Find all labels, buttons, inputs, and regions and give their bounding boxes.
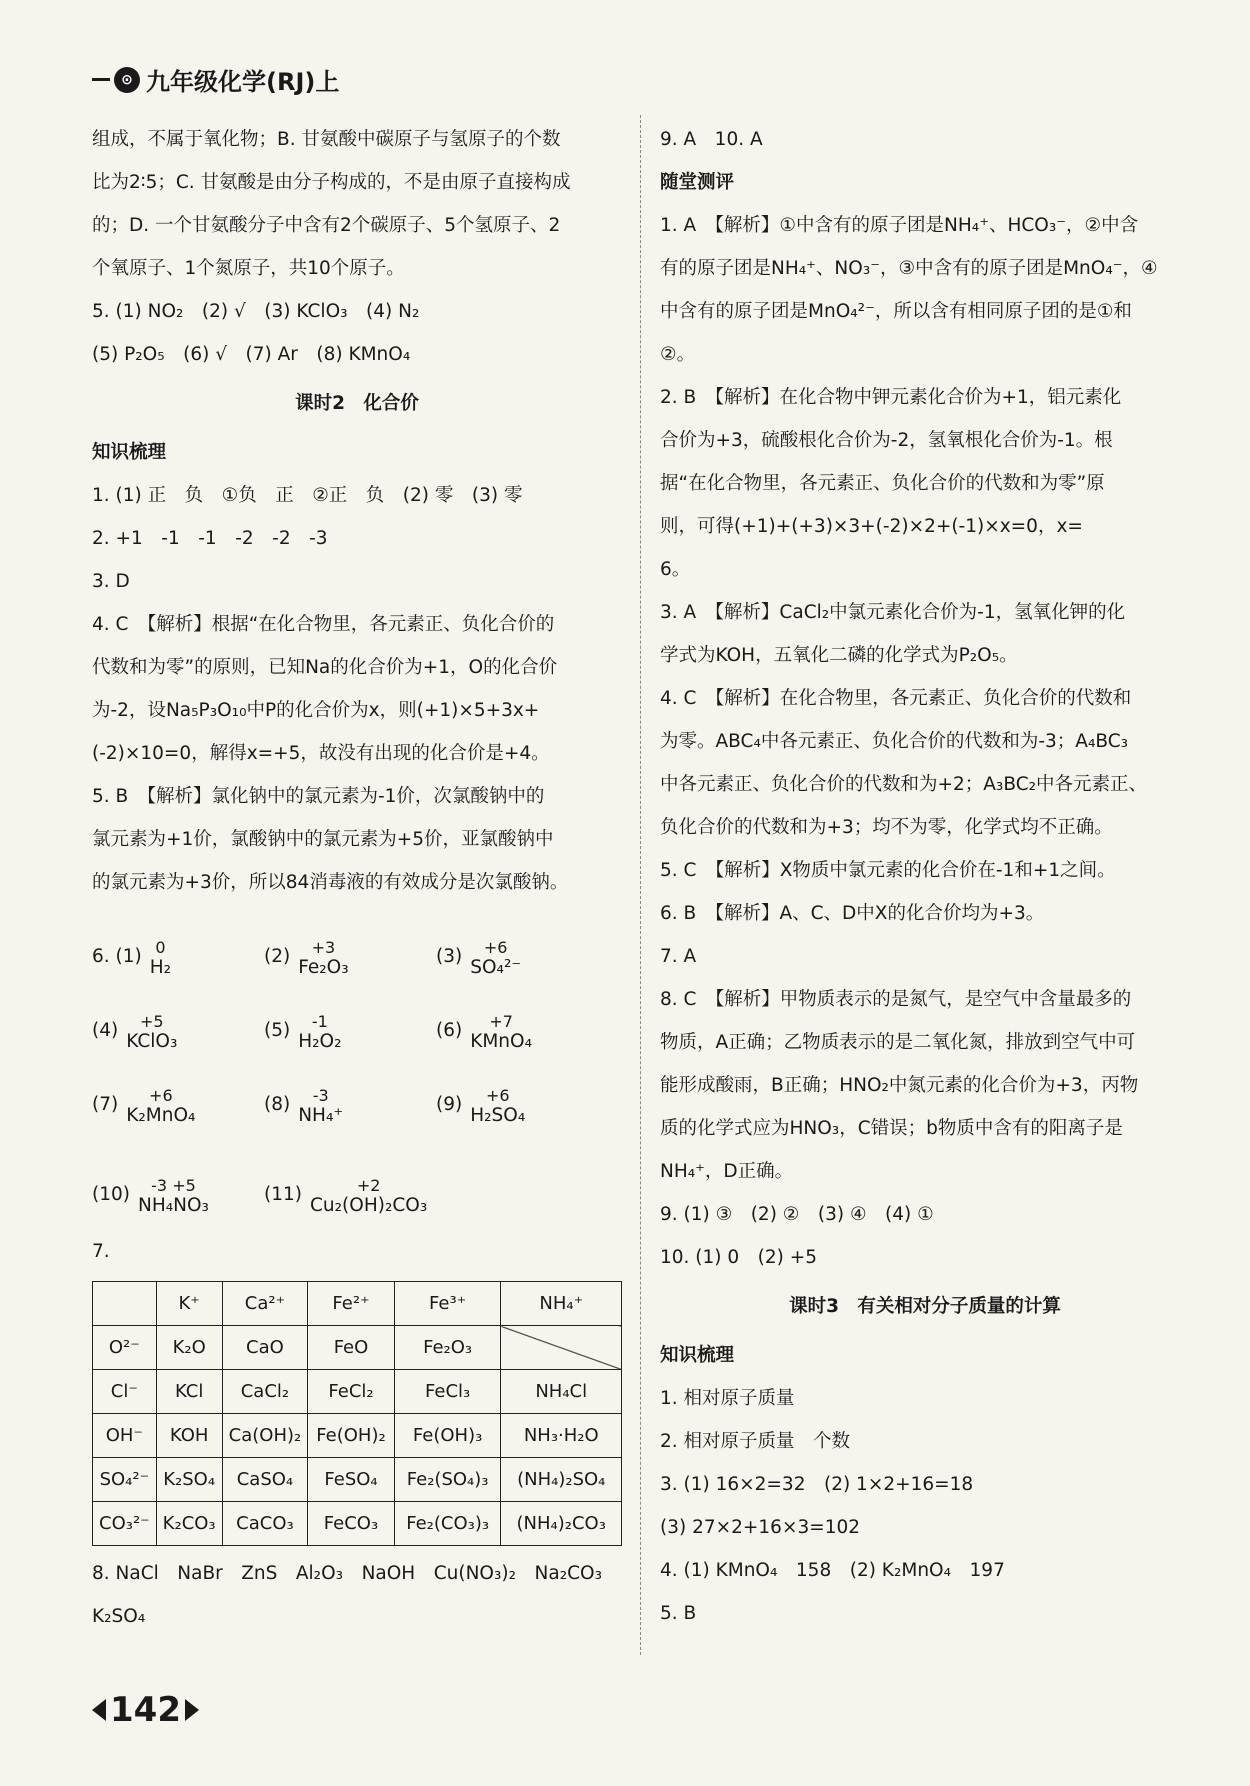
valence-item: (9) +6 H₂SO₄ (436, 1086, 526, 1126)
text-line: 为零。ABC₄中各元素正、负化合价的代数和为-3；A₄BC₃ (660, 731, 1129, 752)
answer-3-line1: 3. (1) 16×2=32 (2) 1×2+16=18 (660, 1474, 974, 1495)
text-line: ②。 (660, 344, 696, 365)
table-cell: K₂SO₄ (156, 1458, 222, 1502)
table-cell: FeCl₃ (394, 1370, 501, 1414)
text-line: (-2)×10=0，解得x=+5，故没有出现的化合价是+4。 (92, 743, 550, 764)
table-cell (501, 1326, 622, 1370)
text-line: 比为2∶5；C. 甘氨酸是由分子构成的，不是由原子直接构成 (92, 172, 571, 193)
text-line: 3. A 【解析】CaCl₂中氯元素化合价为-1，氢氧化钾的化 (660, 602, 1126, 623)
table-cell: Fe²⁺ (308, 1282, 395, 1326)
text-line: 代数和为零”的原则，已知Na的化合价为+1，O的化合价 (92, 657, 558, 678)
table-cell: KCl (156, 1370, 222, 1414)
left-column (92, 118, 622, 1638)
text-line: 4. C 【解析】根据“在化合物里，各元素正、负化合价的 (92, 614, 555, 635)
text-line: 1. A 【解析】①中含有的原子团是NH₄⁺、HCO₃⁻，②中含 (660, 215, 1139, 236)
valence-row (92, 1126, 622, 1216)
answer-5-line1: 5. (1) NO₂ (2) √ (3) KClO₃ (4) N₂ (92, 301, 420, 322)
answer-1: 1. 相对原子质量 (660, 1388, 795, 1409)
answer-8-line2: K₂SO₄ (92, 1606, 146, 1627)
table-cell: Fe₂O₃ (394, 1326, 501, 1370)
valence-item: (5) -1 H₂O₂ (264, 1012, 342, 1052)
valence-row (92, 904, 622, 978)
table-cell: Fe(OH)₂ (308, 1414, 395, 1458)
table-cell: Cl⁻ (93, 1370, 157, 1414)
answer-9-10: 9. A 10. A (660, 129, 763, 150)
text-line: 能形成酸雨，B正确；HNO₂中氮元素的化合价为+3，丙物 (660, 1075, 1139, 1096)
valence-item: 6. (1) 0 H₂ (92, 938, 172, 978)
text-line: 6。 (660, 559, 691, 580)
answer-2: 2. +1 -1 -1 -2 -2 -3 (92, 528, 328, 549)
text-line: 8. C 【解析】甲物质表示的是氮气，是空气中含量最多的 (660, 989, 1132, 1010)
text-line: 组成，不属于氧化物；B. 甘氨酸中碳原子与氢原子的个数 (92, 129, 561, 150)
valence-item: (6) +7 KMnO₄ (436, 1012, 533, 1052)
table-cell: SO₄²⁻ (93, 1458, 157, 1502)
answer-4: 4. (1) KMnO₄ 158 (2) K₂MnO₄ 197 (660, 1560, 1005, 1581)
table-cell: CaSO₄ (222, 1458, 308, 1502)
answer-5: 5. C 【解析】X物质中氯元素的化合价在-1和+1之间。 (660, 860, 1116, 881)
ion-compound-table (92, 1281, 622, 1546)
text-line: 据“在化合物里，各元素正、负化合价的代数和为零”原 (660, 473, 1105, 494)
text-line: 中各元素正、负化合价的代数和为+2；A₃BC₂中各元素正、 (660, 774, 1148, 795)
valence-row (92, 1052, 622, 1126)
column-divider (640, 115, 641, 1655)
text-line: 4. C 【解析】在化合物里，各元素正、负化合价的代数和 (660, 688, 1132, 709)
table-cell: Fe(OH)₃ (394, 1414, 501, 1458)
answer-9: 9. (1) ③ (2) ② (3) ④ (4) ① (660, 1204, 934, 1225)
valence-item: (2) +3 Fe₂O₃ (264, 938, 349, 978)
table-cell: CO₃²⁻ (93, 1502, 157, 1546)
page-number-badge (92, 1690, 199, 1730)
table-cell (93, 1282, 157, 1326)
section-title-lesson2: 课时2 化合价 (295, 393, 419, 414)
answer-3-line2: (3) 27×2+16×3=102 (660, 1517, 861, 1538)
answer-5-line2: (5) P₂O₅ (6) √ (7) Ar (8) KMnO₄ (92, 344, 411, 365)
table-row (93, 1458, 622, 1502)
table-row (93, 1326, 622, 1370)
text-line: 2. B 【解析】在化合物中钾元素化合价为+1，铝元素化 (660, 387, 1122, 408)
table-cell: Ca²⁺ (222, 1282, 308, 1326)
table-cell: FeCO₃ (308, 1502, 395, 1546)
text-line: 个氧原子、1个氮原子，共10个原子。 (92, 258, 405, 279)
text-line: 氯元素为+1价，氯酸钠中的氯元素为+5价，亚氯酸钠中 (92, 829, 554, 850)
answer-2: 2. 相对原子质量 个数 (660, 1431, 851, 1452)
table-cell: CaCl₂ (222, 1370, 308, 1414)
page-header (92, 62, 339, 97)
section-title-lesson3: 课时3 有关相对分子质量的计算 (789, 1296, 1061, 1317)
page-number: 142 (110, 1690, 181, 1730)
text-line: 负化合价的代数和为+3；均不为零，化学式均不正确。 (660, 817, 1113, 838)
table-cell: (NH₄)₂SO₄ (501, 1458, 622, 1502)
table-row (93, 1370, 622, 1414)
answer-7: 7. A (660, 946, 697, 967)
table-cell: KOH (156, 1414, 222, 1458)
answer-8-line1: 8. NaCl NaBr ZnS Al₂O₃ NaOH Cu(NO₃)₂ Na₂CO₃ (92, 1563, 603, 1584)
table-row (93, 1282, 622, 1326)
table-row (93, 1414, 622, 1458)
book-logo-icon: ⊙ (114, 67, 140, 93)
text-line: 5. B 【解析】氯化钠中的氯元素为-1价，次氯酸钠中的 (92, 786, 545, 807)
valence-row (92, 978, 622, 1052)
subsection-title: 随堂测评 (660, 172, 735, 193)
left-arrow-icon (92, 1699, 106, 1721)
table-cell: FeO (308, 1326, 395, 1370)
table-cell: (NH₄)₂CO₃ (501, 1502, 622, 1546)
table-cell: K₂O (156, 1326, 222, 1370)
text-line: 则，可得(+1)+(+3)×3+(-2)×2+(-1)×x=0，x= (660, 516, 1083, 537)
table-cell: CaCO₃ (222, 1502, 308, 1546)
answer-1: 1. (1) 正 负 ①负 正 ②正 负 (2) 零 (3) 零 (92, 485, 523, 506)
text-line: 质的化学式应为HNO₃，C错误；b物质中含有的阳离子是 (660, 1118, 1123, 1139)
table-cell: O²⁻ (93, 1326, 157, 1370)
valence-item: (3) +6 SO₄²⁻ (436, 938, 522, 978)
table-cell: NH₄⁺ (501, 1282, 622, 1326)
answer-6: 6. B 【解析】A、C、D中X的化合价均为+3。 (660, 903, 1045, 924)
table-cell: NH₃·H₂O (501, 1414, 622, 1458)
valence-item: (11) +2 Cu₂(OH)₂CO₃ (264, 1176, 428, 1216)
valence-answers (92, 904, 622, 1216)
text-line: 合价为+3，硫酸根化合价为-2，氢氧根化合价为-1。根 (660, 430, 1113, 451)
table-cell: FeSO₄ (308, 1458, 395, 1502)
text-line: 为-2，设Na₅P₃O₁₀中P的化合价为x，则(+1)×5+3x+ (92, 700, 540, 721)
header-rule (92, 78, 110, 81)
valence-item: (10) -3 +5 NH₄NO₃ (92, 1176, 209, 1216)
valence-item: (8) -3 NH₄⁺ (264, 1086, 344, 1126)
text-line: 学式为KOH，五氧化二磷的化学式为P₂O₅。 (660, 645, 1018, 666)
right-column (660, 118, 1190, 1635)
table-cell: K⁺ (156, 1282, 222, 1326)
table-cell: FeCl₂ (308, 1370, 395, 1414)
table-cell: OH⁻ (93, 1414, 157, 1458)
table-cell: K₂CO₃ (156, 1502, 222, 1546)
table-cell: Fe₂(SO₄)₃ (394, 1458, 501, 1502)
table-cell: CaO (222, 1326, 308, 1370)
text-line: 中含有的原子团是MnO₄²⁻，所以含有相同原子团的是①和 (660, 301, 1132, 322)
text-line: 的氯元素为+3价，所以84消毒液的有效成分是次氯酸钠。 (92, 872, 569, 893)
table-cell: Fe³⁺ (394, 1282, 501, 1326)
answer-10: 10. (1) 0 (2) +5 (660, 1247, 818, 1268)
table-cell: Fe₂(CO₃)₃ (394, 1502, 501, 1546)
table-cell: Ca(OH)₂ (222, 1414, 308, 1458)
text-line: NH₄⁺，D正确。 (660, 1161, 794, 1182)
header-title: 九年级化学(RJ)上 (146, 68, 340, 96)
valence-item: (4) +5 KClO₃ (92, 1012, 178, 1052)
subsection-title: 知识梳理 (660, 1345, 735, 1366)
right-arrow-icon (185, 1699, 199, 1721)
valence-item: (7) +6 K₂MnO₄ (92, 1086, 196, 1126)
table-row (93, 1502, 622, 1546)
text-line: 的；D. 一个甘氨酸分子中含有2个碳原子、5个氢原子、2 (92, 215, 561, 236)
answer-7-label: 7. (92, 1241, 110, 1262)
text-line: 物质，A正确；乙物质表示的是二氧化氮，排放到空气中可 (660, 1032, 1136, 1053)
text-line: 有的原子团是NH₄⁺、NO₃⁻，③中含有的原子团是MnO₄⁻，④ (660, 258, 1158, 279)
answer-5: 5. B (660, 1603, 697, 1624)
table-cell: NH₄Cl (501, 1370, 622, 1414)
answer-3: 3. D (92, 571, 130, 592)
subsection-title: 知识梳理 (92, 442, 167, 463)
